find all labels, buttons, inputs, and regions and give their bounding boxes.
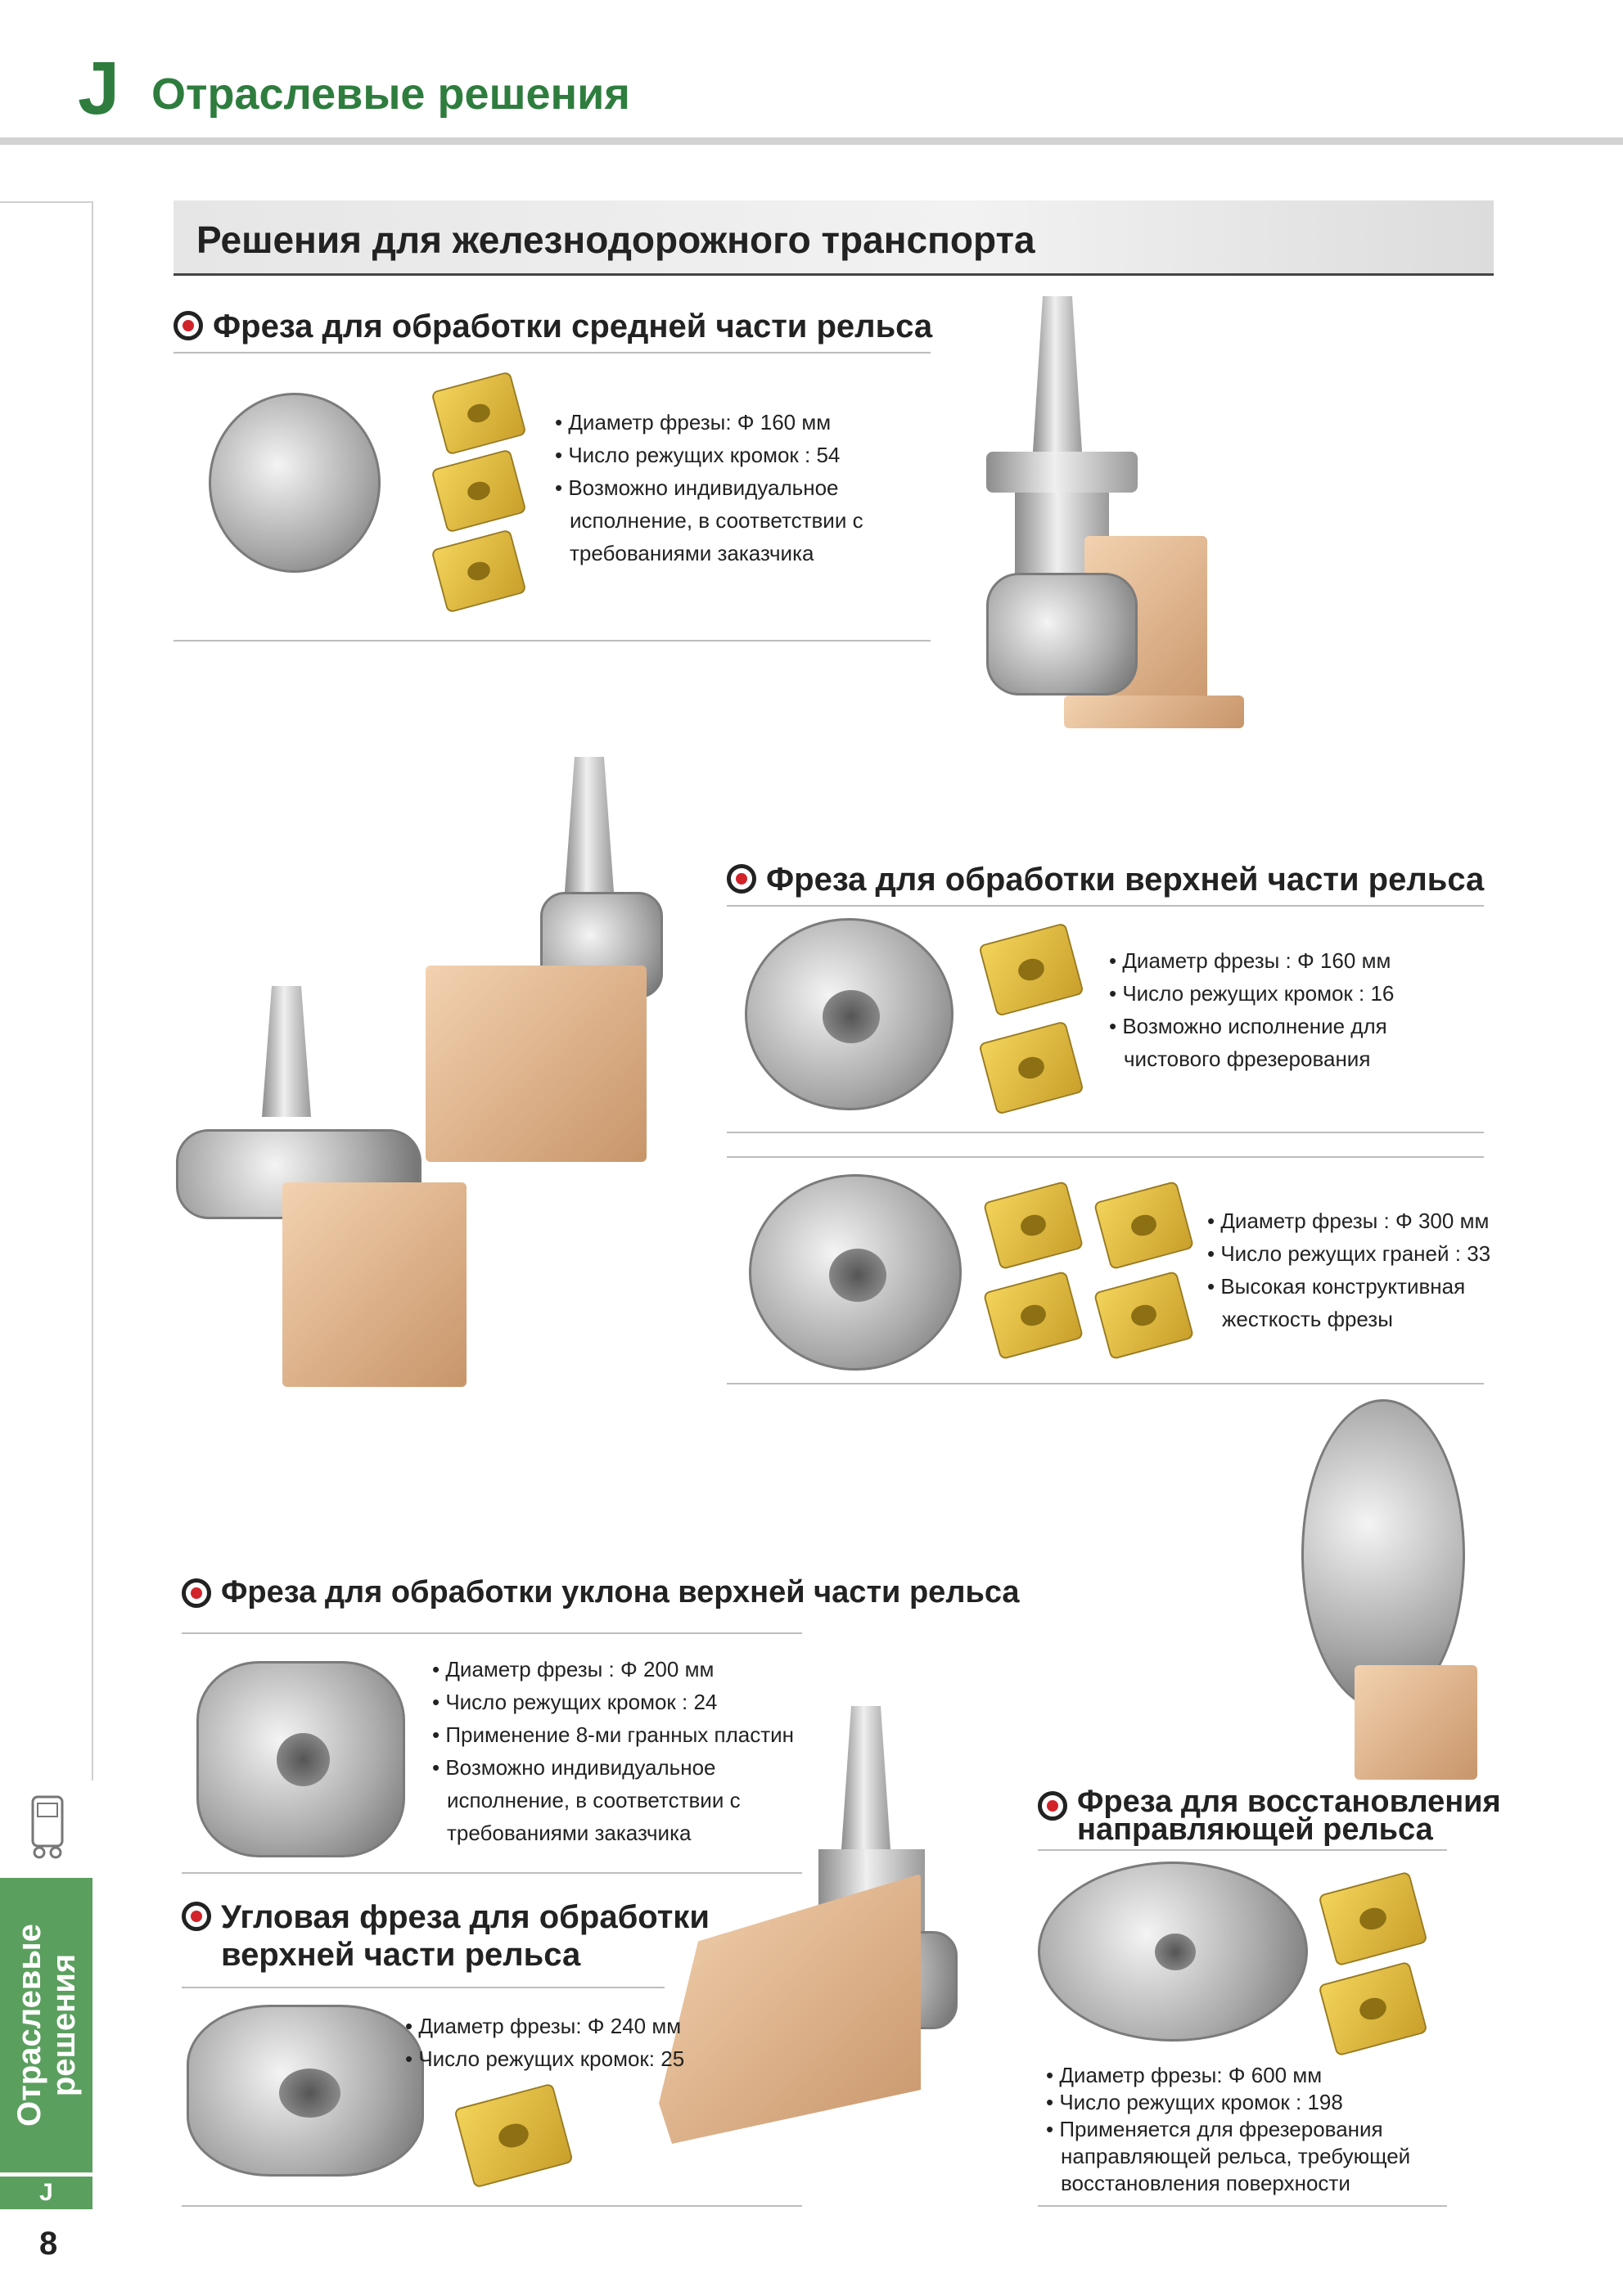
- spec-item: • Число режущих кромок : 198: [1046, 2089, 1472, 2116]
- divider: [174, 640, 931, 642]
- page-number: 8: [39, 2226, 58, 2262]
- product-title: Фреза для восстановления направляющей рельса: [1077, 1785, 1501, 1847]
- side-tab-label: Отраслевые решения: [11, 1924, 82, 2127]
- rail-vehicle-icon: [25, 1792, 70, 1866]
- spec-list: [1207, 1204, 1502, 1335]
- product-title: Фреза для обработки уклона верхней части рельса: [221, 1575, 1020, 1609]
- divider: [182, 1872, 802, 1874]
- wheel-cutter-image: [1301, 1399, 1465, 1710]
- insert-image: [1318, 1961, 1427, 2057]
- divider: [182, 1632, 802, 1634]
- spec-item: • Число режущих граней : 33: [1207, 1237, 1502, 1270]
- spec-item: • Высокая конструктивная жесткость фрезы: [1207, 1270, 1502, 1335]
- insert-image: [431, 529, 526, 613]
- divider: [182, 1987, 665, 1988]
- product-title: Фреза для обработки средней части рельса: [213, 308, 933, 344]
- chapter-title: Отраслевые решения: [151, 70, 630, 119]
- spec-list: [555, 406, 899, 569]
- product-heading-guide-restore: [1038, 1785, 1501, 1847]
- insert-image: [978, 1020, 1084, 1114]
- divider: [727, 1156, 1484, 1158]
- milling-cutter-image: [187, 2005, 424, 2177]
- spec-item: • Диаметр фрезы : Φ 200 мм: [432, 1653, 809, 1686]
- product-heading-angular: [182, 1898, 710, 1974]
- product-title: Угловая фреза для обработки верхней части рельса: [221, 1899, 710, 1973]
- face-mill-image: [749, 1174, 962, 1371]
- insert-image: [431, 448, 526, 533]
- side-tab-top-line: [0, 201, 92, 203]
- bullet-icon: [174, 311, 203, 340]
- insert-image: [983, 1271, 1084, 1360]
- divider: [727, 1383, 1484, 1384]
- spec-item: • Число режущих кромок : 24: [432, 1686, 809, 1718]
- spec-list: [432, 1653, 809, 1849]
- product-heading-rail-slope: [182, 1575, 1020, 1611]
- spec-item: • Возможно исполнение для чистового фрезерования: [1109, 1010, 1453, 1075]
- spec-list: [1046, 2062, 1472, 2197]
- insert-image: [983, 1181, 1084, 1270]
- insert-image: [453, 2083, 574, 2189]
- rail-base-image: [1064, 696, 1244, 728]
- rail-image: [426, 966, 647, 1162]
- spec-item: • Применяется для фрезерования направляющей рельса, требующей восстановления поверхности: [1046, 2116, 1472, 2197]
- divider: [1038, 2205, 1447, 2207]
- divider: [182, 2205, 802, 2207]
- spec-item: • Возможно индивидуальное исполнение, в соответствии с требованиями заказчика: [555, 471, 899, 569]
- spec-item: • Возможно индивидуальное исполнение, в соответствии с требованиями заказчика: [432, 1751, 809, 1849]
- spec-list: [1109, 944, 1453, 1075]
- divider: [174, 352, 931, 353]
- spec-item: • Диаметр фрезы : Φ 160 мм: [1109, 944, 1453, 977]
- divider: [1038, 1849, 1447, 1851]
- spec-list: [405, 2010, 716, 2075]
- rail-image: [282, 1182, 467, 1387]
- side-tab-line: [92, 201, 93, 1781]
- insert-image: [978, 922, 1084, 1016]
- tool-holder-image: [565, 757, 614, 892]
- rail-image: [1355, 1665, 1477, 1780]
- bullet-icon: [182, 1578, 211, 1608]
- divider: [727, 1132, 1484, 1133]
- spec-item: • Диаметр фрезы: Φ 240 мм: [405, 2010, 716, 2042]
- spec-item: • Число режущих кромок : 54: [555, 439, 899, 471]
- product-heading-rail-middle: [174, 308, 932, 345]
- tool-holder-flange-image: [986, 452, 1138, 493]
- bullet-icon: [1038, 1791, 1067, 1821]
- bullet-icon: [727, 864, 756, 894]
- spec-item: • Диаметр фрезы: Φ 160 мм: [555, 406, 899, 439]
- milling-cutter-image: [986, 573, 1138, 696]
- insert-image: [1093, 1181, 1194, 1270]
- tool-holder-image: [841, 1706, 890, 1849]
- milling-cutter-image: [196, 1661, 405, 1857]
- spec-item: • Число режущих кромок: 25: [405, 2042, 716, 2075]
- chapter-letter: J: [78, 47, 120, 130]
- spec-item: • Применение 8-ми гранных пластин: [432, 1718, 809, 1751]
- wheel-cutter-image: [1038, 1862, 1308, 2042]
- bullet-icon: [182, 1902, 211, 1931]
- milling-cutter-image: [745, 918, 954, 1110]
- insert-image: [1318, 1871, 1427, 1967]
- side-tab-letter: J: [0, 2177, 92, 2209]
- spec-item: • Число режущих кромок : 16: [1109, 977, 1453, 1010]
- spec-item: • Диаметр фрезы : Φ 300 мм: [1207, 1204, 1502, 1237]
- milling-cutter-image: [209, 393, 381, 573]
- product-heading-rail-top: [727, 861, 1484, 898]
- spec-item: • Диаметр фрезы: Φ 600 мм: [1046, 2062, 1472, 2089]
- header-divider: [0, 137, 1623, 145]
- tool-holder-image: [262, 986, 311, 1117]
- insert-image: [431, 371, 526, 455]
- section-title: Решения для железнодорожного транспорта: [196, 218, 1035, 261]
- product-title: Фреза для обработки верхней части рельса: [766, 862, 1485, 898]
- divider: [727, 905, 1484, 907]
- tool-holder-image: [1033, 296, 1082, 452]
- insert-image: [1093, 1271, 1194, 1360]
